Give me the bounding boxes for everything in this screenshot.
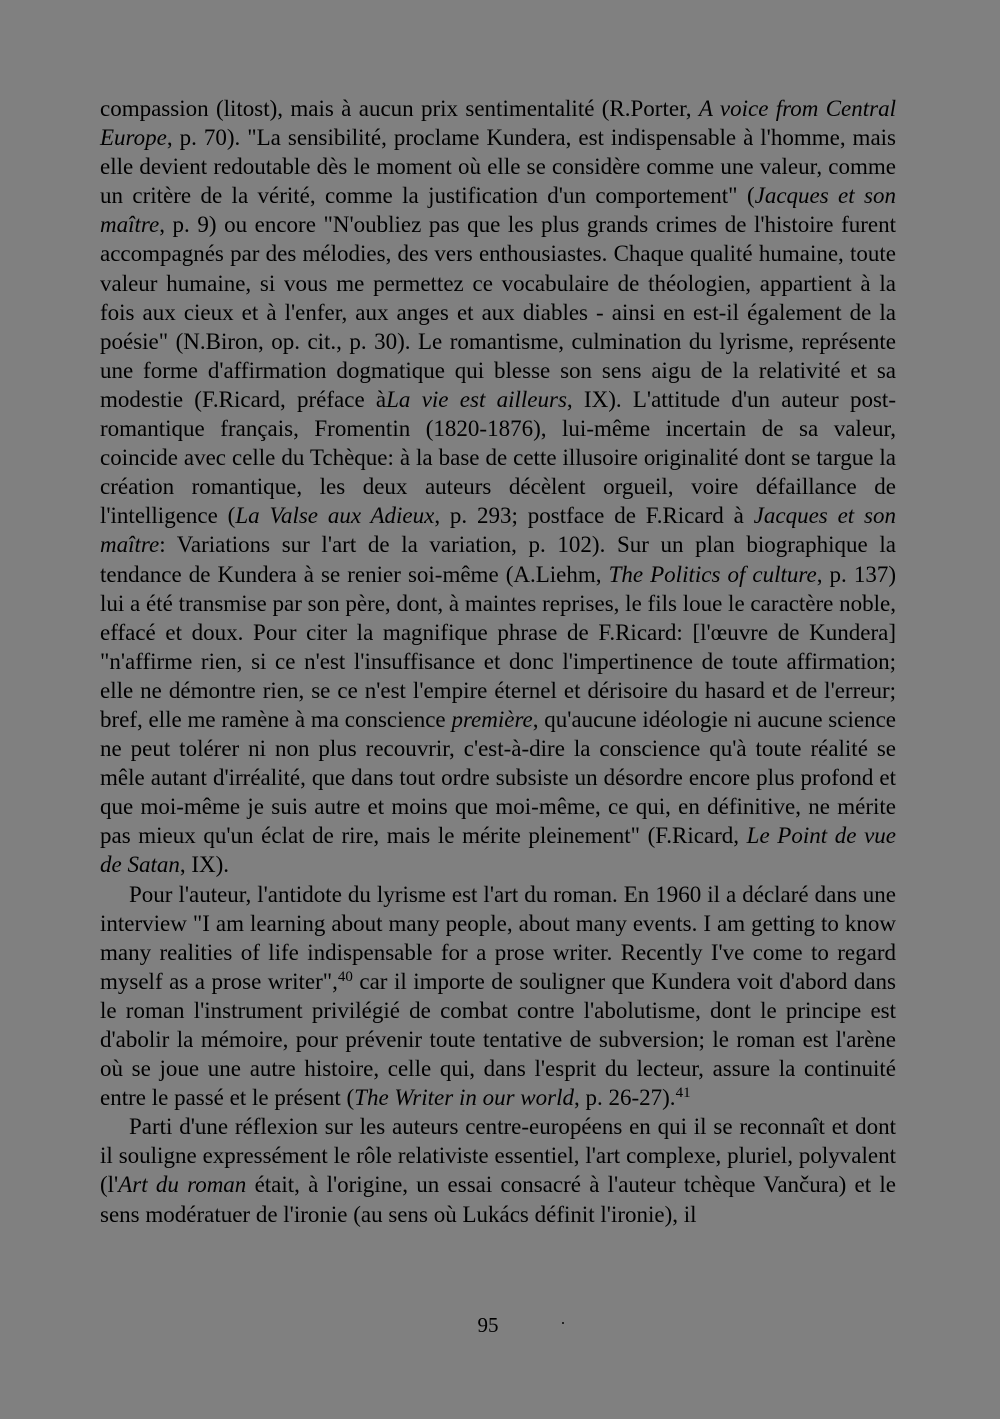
footnote-ref: 40 (337, 968, 353, 985)
italic-title: première (451, 706, 533, 732)
italic-title: Jacques et son maître (100, 503, 896, 558)
text-run: , p. 9) ou encore "N'oubliez pas que les plus grands crimes de l'histoire furent accompagnés par des mélodies, des vers enthousiastes. Chaque qualité humaine, toute valeur humaine, si vous me permettez ce vocabulaire de théologien, appartient à la fois aux cieux et à l'enfer, aux anges et aux diables - ainsi en est-il également de la poésie" (N.Biron, op. cit., p. 30). Le romantisme, culmination du lyrisme, représente une forme d'affirmation dogmatique qui blesse son sens aigu de la relativité et sa modestie (F.Ricard, préface à (100, 212, 896, 412)
text-run: , p. 137) lui a été transmise par son père, dont, à maintes reprises, le fils loue le caractère noble, effacé et doux. Pour citer la magnifique phrase de F.Ricard: [l'œuvre de Kundera] "n'affirme rien, si ce n'est l'insuffisance et donc l'impertinence de toute affirmation; elle ne démontre rien, se ce n'est l'empire éternel et dérisoire du hasard et de l'erreur; bref, elle me ramène à ma conscience (100, 561, 896, 732)
footnote-ref: 41 (675, 1085, 691, 1102)
text-run: Pour l'auteur, l'antidote du lyrisme est l'art du roman. En 1960 il a déclaré dans une interview "I am learning about many people, about many events. I am getting to know many realities of life indispensable for a prose writer. Recently I've come to regard myself as a prose writer", (100, 881, 896, 994)
text-run: Parti d'une réflexion sur les auteurs centre-européens en qui il se reconnaît et dont il souligne expressément le rôle relativiste essentiel, l'art complexe, pluriel, polyvalent (l' (100, 1114, 896, 1198)
italic-title: The Politics of culture (608, 561, 817, 587)
page-body (100, 94, 896, 1229)
italic-title: Jacques et son maître (100, 183, 896, 238)
italic-title: A voice from Central Europe (100, 96, 896, 151)
text-run: car il importe de souligner que Kundera voit d'abord dans le roman l'instrument privilégié de combat contre l'abolutisme, dont le principe est d'abolir la mémoire, pour prévenir toute tentative de subversion; le roman est l'arène où se joue une autre histoire, celle qui, dans l'esprit du lecteur, assure la continuité entre le passé et le présent ( (100, 968, 896, 1111)
italic-title: Le Point de vue de Satan (100, 823, 896, 878)
text-run: , IX). L'attitude d'un auteur post-romantique français, Fromentin (1820-1876), lui-même incertain de sa valeur, coincide avec celle du Tchèque: à la base de cette illusoire originalité dont se targue la création romantique, les deux auteurs décèlent orgueil, voire défaillance de l'intelligence ( (100, 386, 896, 529)
text-run: , IX). (179, 852, 230, 878)
paragraph-2 (100, 880, 896, 1113)
text-run: compassion (litost), mais à aucun prix sentimentalité (R.Porter, (100, 96, 699, 121)
text-run: , p. 70). "La sensibilité, proclame Kundera, est indispensable à l'homme, mais elle devient redoutable dès le moment où elle se considère comme une valeur, comme un critère de la vérité, comme la justification d'un comportement" ( (100, 125, 896, 209)
italic-title: La vie est ailleurs (386, 386, 567, 412)
italic-title: Art du roman (118, 1172, 247, 1198)
text-run: , p. 26-27). (573, 1085, 676, 1111)
italic-title: La Valse aux Adieux (235, 503, 435, 529)
scan-speck (562, 1322, 564, 1324)
text-run: , qu'aucune idéologie ni aucune science ne peut tolérer ni non plus recouvrir, c'est-à-dire la conscience qu'à toute réalité se mêle autant d'irréalité, que dans tout ordre subsiste un désordre encore plus profond et que moi-même je suis autre et moins que moi-même, ce qui, en définitive, ne mérite pas mieux qu'un éclat de rire, mais le mérite pleinement" (F.Ricard, (100, 706, 896, 849)
italic-title: The Writer in our world (354, 1085, 574, 1111)
paragraph-3 (100, 1112, 896, 1228)
text-run: : Variations sur l'art de la variation, p. 102). Sur un plan biographique la tendance de Kundera à se renier soi-même (A.Liehm, (100, 532, 896, 587)
paragraph-1 (100, 94, 896, 880)
text-run: était, à l'origine, un essai consacré à l'auteur tchèque Vančura) et le sens modératuer de l'ironie (au sens où Lukács définit l'ironie), il (100, 1172, 896, 1227)
page-number: 95 (477, 1313, 499, 1337)
text-run: , p. 293; postface de F.Ricard à (434, 503, 754, 529)
